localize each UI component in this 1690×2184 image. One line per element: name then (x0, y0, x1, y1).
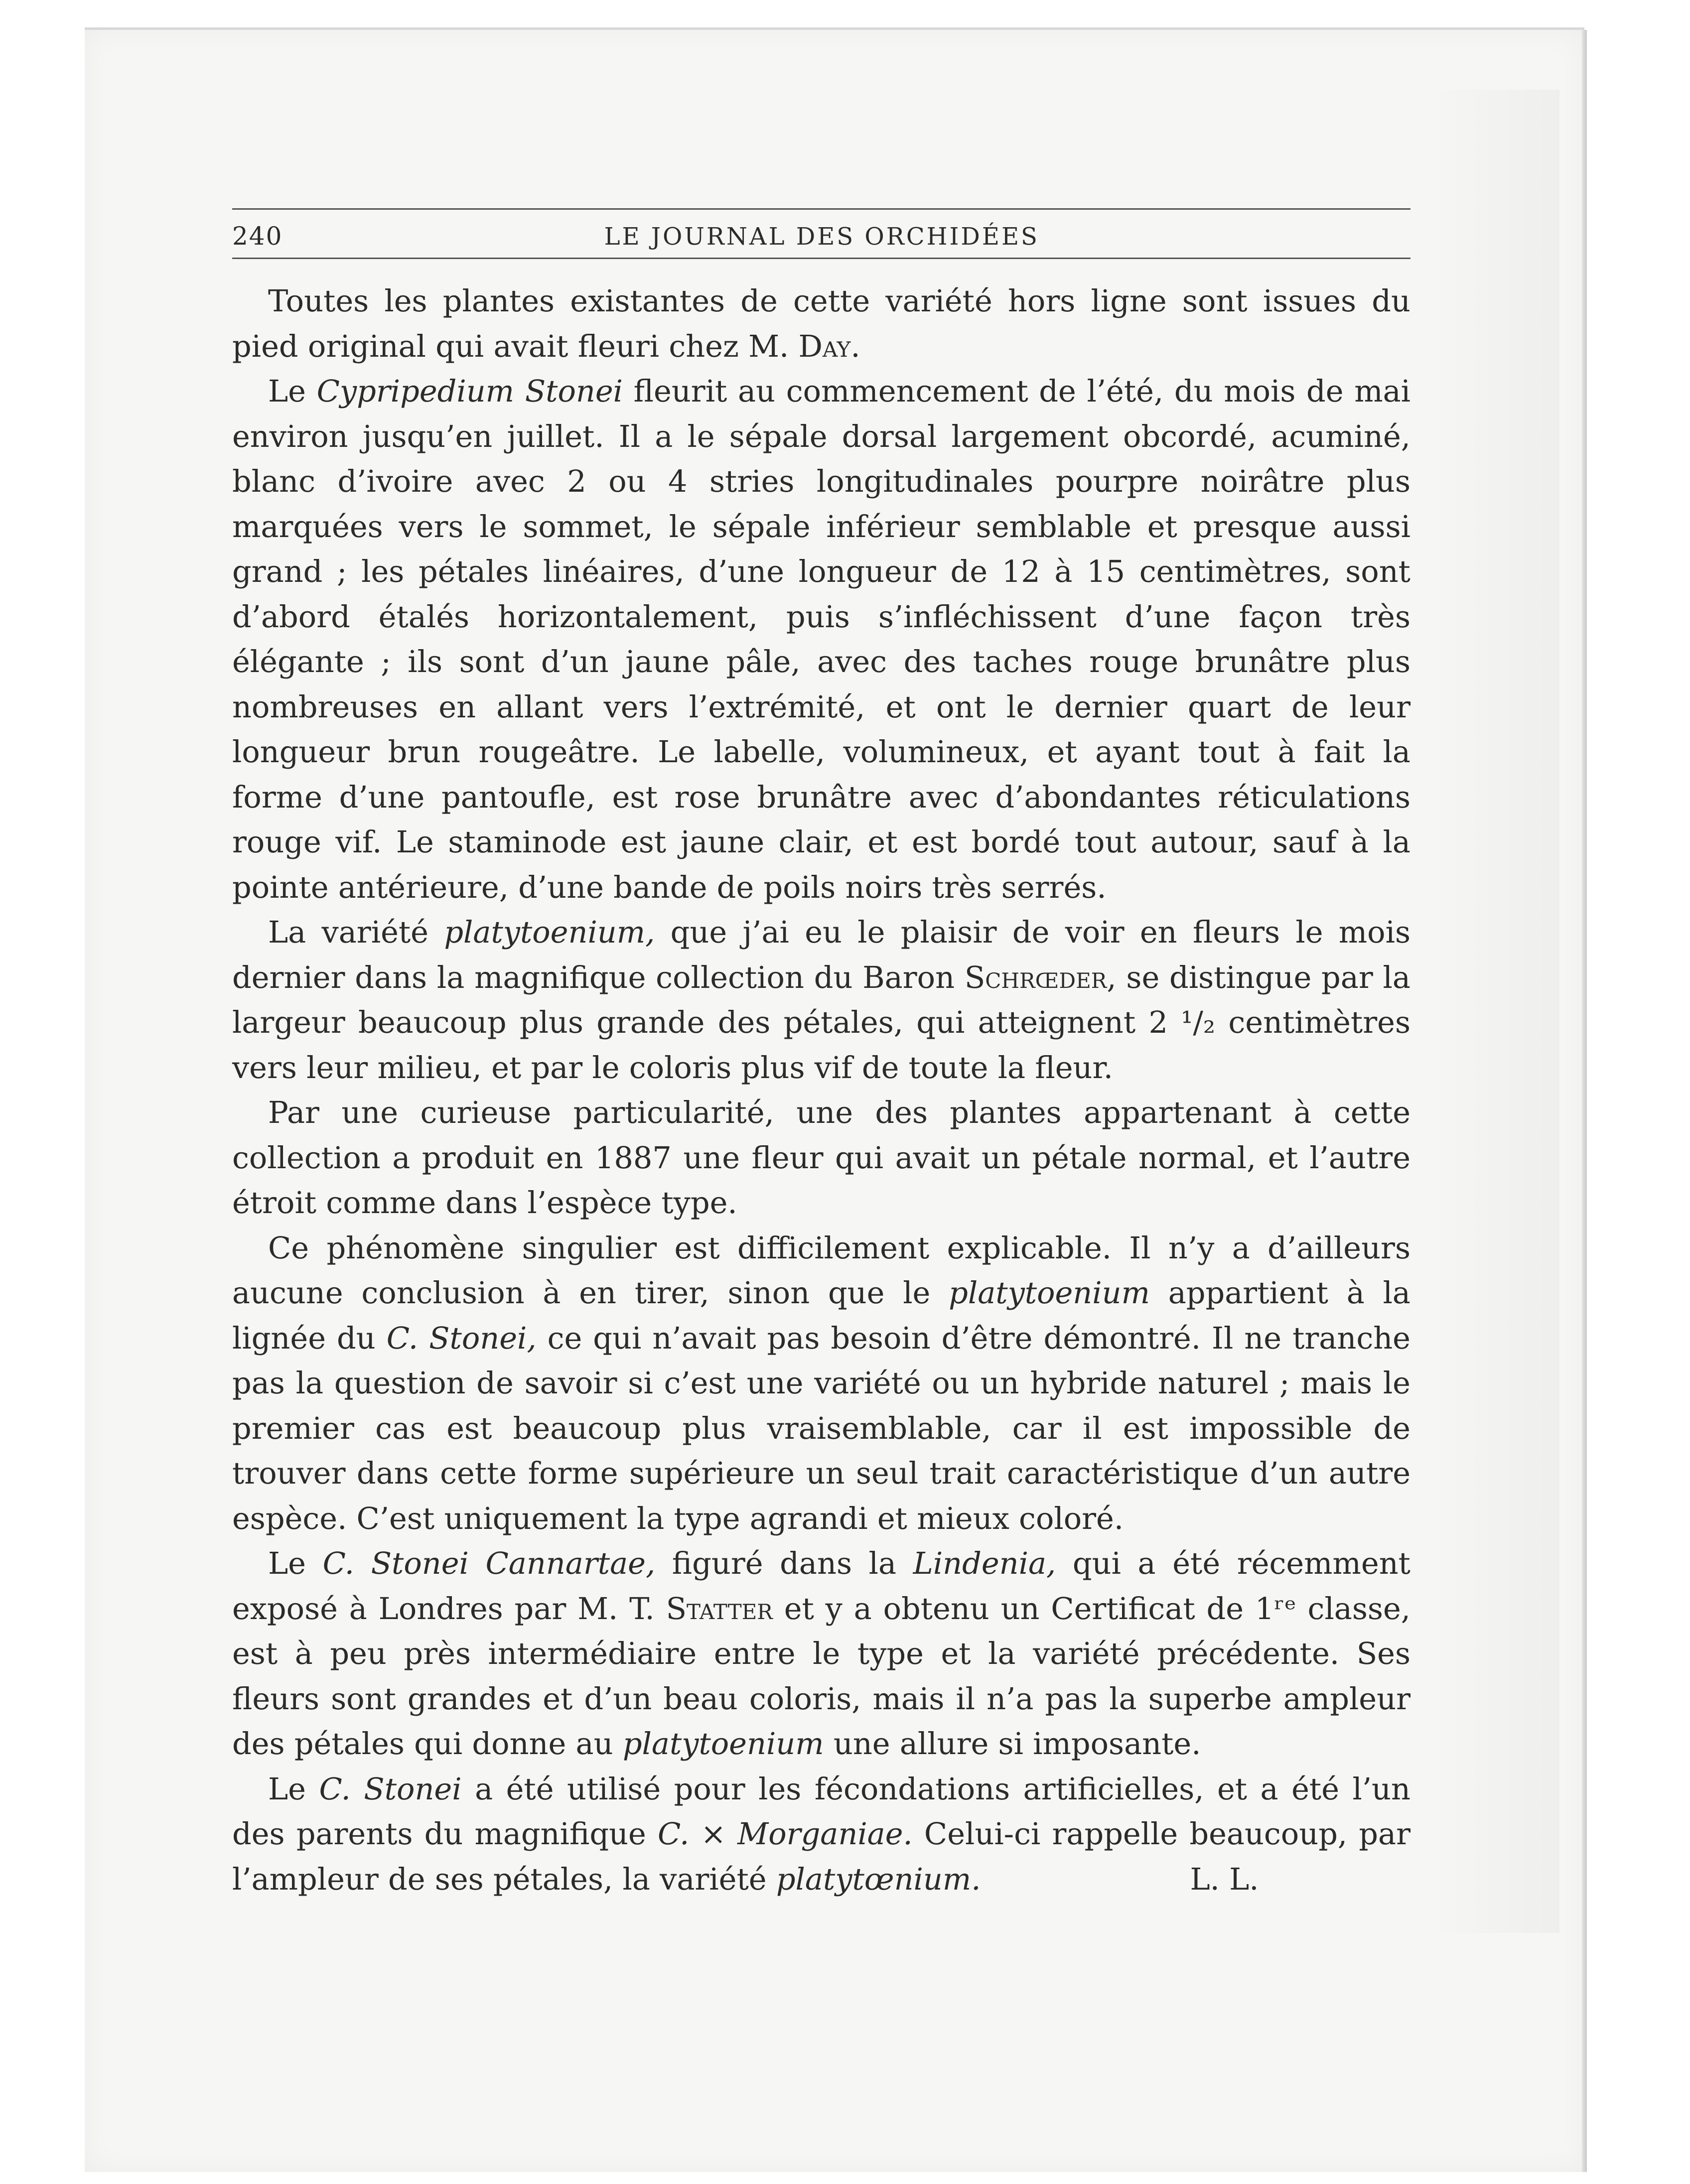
variety-name: platytoenium (622, 1727, 824, 1762)
paragraph-6: Le C. Stonei Cannartae, figuré dans la Lindenia, qui a été récemment exposé à Londres par M. T. Statter et y a obtenu un Certificat de 1ʳᵉ classe, est à peu près intermédiaire entre le type et la variété précédente. Ses fleurs sont grandes et d’un beau coloris, mais il n’a pas la superbe ampleur des pétales qui donne au platytoenium une allure si imposante. (232, 1546, 1410, 1762)
paragraph-5: Ce phénomène singulier est difficilement explicable. Il n’y a d’ailleurs aucune conclusion à en tirer, sinon que le platytoenium appartient à la lignée du C. Stonei, ce qui n’avait pas besoin d’être démontré. Il ne tranche pas la question de savoir si c’est une variété ou un hybride naturel ; mais le premier cas est beaucoup plus vraisemblable, car il est impossible de trouver dans cette forme supérieure un seul trait caractéristique d’un autre espèce. C’est uniquement la type agrandi et mieux coloré. (232, 1230, 1410, 1536)
paragraph-3: La variété platytoenium, que j’ai eu le plaisir de voir en fleurs le mois dernier dans la magnifique collection du Baron Schrœder, se distingue par la largeur beaucoup plus grande des pétales, qui atteignent 2 ¹/₂ centimètres vers leur milieu, et par le coloris plus vif de toute la fleur. (232, 915, 1410, 1086)
hybrid-name: C. × Morganiae. (657, 1817, 913, 1852)
page-right-edge (1582, 30, 1587, 2172)
variety-name: platytoenium (949, 1276, 1150, 1311)
show-through-shadow (1430, 90, 1559, 1933)
running-title: LE JOURNAL DES ORCHIDÉES (604, 223, 1039, 251)
species-name: C. Stonei, (386, 1321, 537, 1356)
paragraph-7: Le C. Stonei a été utilisé pour les fécondations artificielles, et a été l’un des parents du magnifique C. × Morganiae. Celui-ci rappelle beaucoup, par l’ampleur de ses pétales, la variété platytœnium. L. L. (232, 1772, 1411, 1897)
paragraph-2: Le Cypripedium Stonei fleurit au commencement de l’été, du mois de mai environ jusqu’en juillet. Il a le sépale dorsal largement obcordé, acuminé, blanc d’ivoire avec 2 ou 4 stries longitudinales pourpre noirâtre plus marquées vers le sommet, le sépale inférieur semblable et presque aussi grand ; les pétales linéaires, d’une longueur de 12 à 15 centimètres, sont d’abord étalés horizontalement, puis s’infléchissent d’une façon très élégante ; ils sont d’un jaune pâle, avec des taches rouge brunâtre plus nombreuses en allant vers l’extrémité, et ont le dernier quart de leur longueur brun rougeâtre. Le labelle, volumineux, et ayant tout à fait la forme d’une pantoufle, est rose brunâtre avec d’abondantes réticulations rouge vif. Le staminode est jaune clair, et est bordé tout autour, sauf à la pointe antérieure, d’une bande de poils noirs très serrés. (232, 374, 1411, 905)
paragraph-1: Toutes les plantes existantes de cette variété hors ligne sont issues du pied original qui avait fleuri chez M. Day. (232, 284, 1410, 364)
final-line (776, 1862, 1259, 1897)
species-name: Cypripedium Stonei (316, 374, 623, 409)
person-name: Schrœder (964, 960, 1107, 995)
person-name: Statter (666, 1591, 773, 1627)
person-name: Day (798, 329, 851, 364)
variety-name: platytœnium. (776, 1862, 981, 1897)
page-content (232, 208, 1410, 1902)
header-bottom-rule (232, 258, 1410, 259)
author-signature: L. L. (1190, 1862, 1259, 1897)
species-name: C. Stonei (319, 1772, 462, 1807)
publication-name: Lindenia, (913, 1546, 1056, 1581)
paragraph-4: Par une curieuse particularité, une des plantes appartenant à cette collection a produit en 1887 une fleur qui avait un pétale normal, et l’autre étroit comme dans l’espèce type. (232, 1095, 1410, 1221)
page-number: 240 (232, 222, 283, 251)
variety-name: platytoenium, (444, 915, 655, 950)
running-header (232, 210, 1410, 258)
article-body (232, 279, 1410, 1902)
page-top-edge (85, 27, 1584, 30)
variety-name: C. Stonei Cannartae, (322, 1546, 656, 1581)
